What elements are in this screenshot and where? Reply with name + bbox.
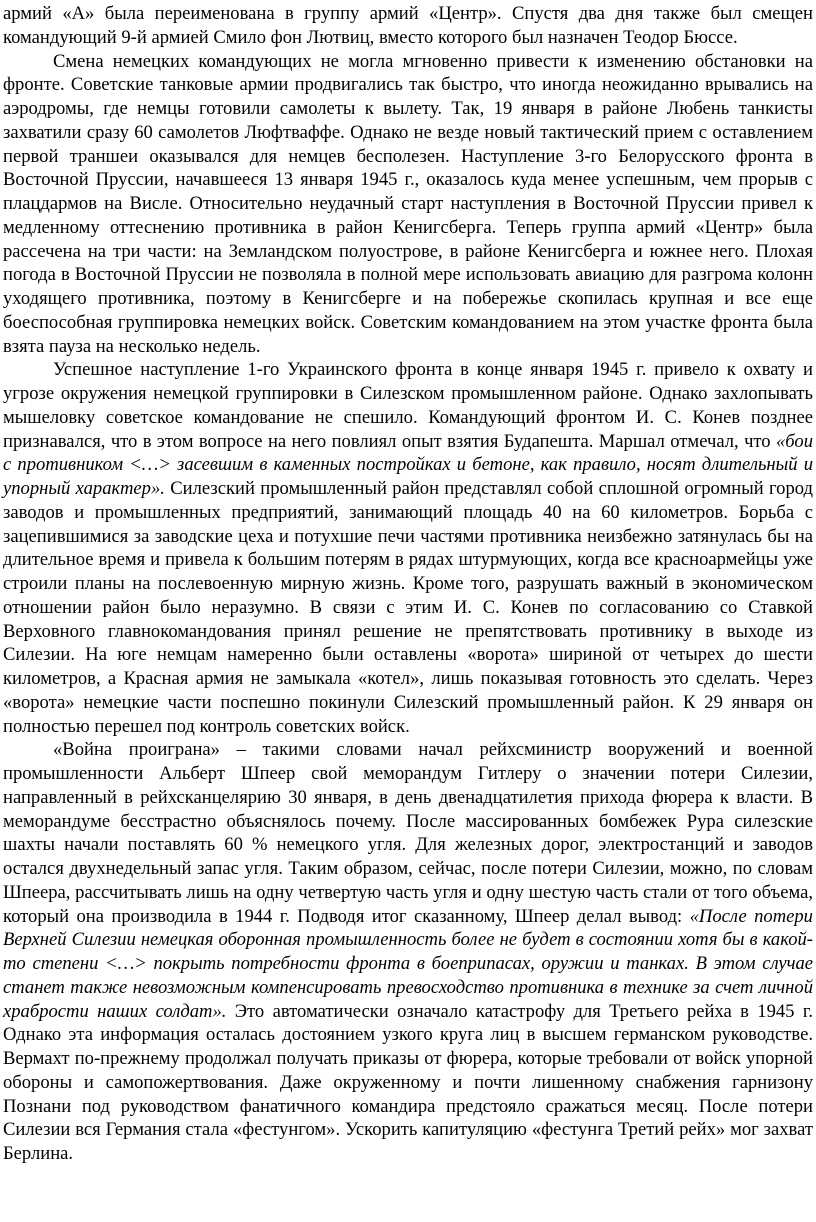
paragraph-4-quote-speer: «После потери Верхней Силезии немецкая оборонная промышленность более не будет в состоянии хотя бы в какой-то степени <…> покрыть потребности фронта в боеприпасах, оружии и танках. В этом случае станет также невозможным компенсировать превосходство противника в технике за счет личной храбрости наших солдат».	[3, 905, 813, 1022]
paragraph-4-text-b: Это автоматически означало катастрофу для Третьего рейха в 1945 г. Однако эта информация осталась достоянием узкого круга лиц в высшем германском руководстве. Вермахт по-прежнему продолжал получать приказы от фюрера, которые требовали от войск упорной обороны и самопожертвования. Даже окруженному и почти лишенному снабжения гарнизону Познани под руководством фанатичного командира предстояло сражаться месяц. После потери Силезии вся Германия стала «фестунгом». Ускорить капитуляцию «фестунга Третий рейх» мог захват Берлина.	[3, 1000, 814, 1164]
paragraph-4-text-a: «Война проиграна» – такими словами начал рейхсминистр вооружений и военной промышленности Альберт Шпеер свой меморандум Гитлеру о значении потери Силезии, направленный в рейхсканцелярию 30 января, в день двенадцатилетия прихода фюрера к власти. В меморандуме бесстрастно объяснялось почему. После массированных бомбежек Рура силезские шахты начали поставлять 60 % немецкого угля. Для железных дорог, электростанций и заводов остался двухнедельный запас угля. Таким образом, сейчас, после потери Силезии, можно, по словам Шпеера, рассчитывать лишь на одну четвертую часть угля и одну шестую часть стали от того объема, который она производила в 1944 г. Подводя итог сказанному, Шпеер делал вывод:	[3, 739, 813, 927]
paragraph-3-text-b: Силезский промышленный район представлял собой сплошной огромный город заводов и промышленных предприятий, занимающий площадь 40 на 60 километров. Борьба с зацепившимися за заводские цеха и потухшие печи частями противника неизбежно затянулась бы на длительное время и привела к большим потерям в рядах штурмующих, когда все красноармейцы уже строили планы на послевоенную мирную жизнь. Кроме того, разрушать важный в экономическом отношении район было неразумно. В связи с этим И. С. Конев по согласованию со Ставкой Верховного главнокомандования принял решение не препятствовать противнику в выходе из Силезии. На юге немцам намеренно были оставлены «ворота» шириной от четырех до шести километров, а Красная армия не замыкала «котел», лишь показывая готовность это сделать. Через «ворота» немецкие части поспешно покинули Силезский промышленный район. К 29 января он полностью перешел под контроль советских войск.	[3, 478, 813, 737]
paragraph-2-text: Смена немецких командующих не могла мгновенно привести к изменению обстановки на фронте. Советские танковые армии продвигались так быстро, что иногда неожиданно врывались на аэродромы, где немцы готовили самолеты к вылету. Так, 19 января в районе Любень танкисты захватили сразу 60 самолетов Люфтваффе. Однако не везде новый тактический прием с оставлением первой траншеи оказывался для немцев бесполезен. Наступление 3-го Белорусского фронта в Восточной Пруссии, начавшееся 13 января 1945 г., оказалось куда менее успешным, чем прорыв с плацдармов на Висле. Относительно неудачный старт наступления в Восточной Пруссии привел к медленному оттеснению противника в район Кенигсберга. Теперь группа армий «Центр» была рассечена на три части: на Земландском полуострове, в районе Кенигсберга и южнее него. Плохая погода в Восточной Пруссии не позволяла в полной мере использовать авиацию для разгрома колонн уходящего противника, поэтому в Кенигсберге и на побережье скопилась крупная и все еще боеспособная группировка немецких войск. Советским командованием на этом участке фронта была взята пауза на несколько недель.	[3, 50, 813, 357]
paragraph-3-text-a: Успешное наступление 1-го Украинского фронта в конце января 1945 г. привело к охвату и угрозе окружения немецкой группировки в Силезском промышленном районе. Однако захлопывать мышеловку советское командование не спешило. Командующий фронтом И. С. Конев позднее признавался, что в этом вопросе на него повлиял опыт взятия Будапешта. Маршал отмечал, что	[3, 359, 813, 452]
paragraph-3	[3, 358, 813, 738]
paragraph-2	[3, 50, 813, 359]
paragraph-1	[3, 2, 813, 50]
paragraph-1-text: армий «А» была переименована в группу армий «Центр». Спустя два дня также был смещен командующий 9-й армией Смило фон Лютвиц, вместо которого был назначен Теодор Бюссе.	[3, 3, 813, 48]
paragraph-4	[3, 738, 813, 1166]
paragraph-3-quote-konev: «бои с противником <…> засевшим в каменных постройках и бетоне, как правило, носят длительный и упорный характер».	[3, 430, 813, 499]
